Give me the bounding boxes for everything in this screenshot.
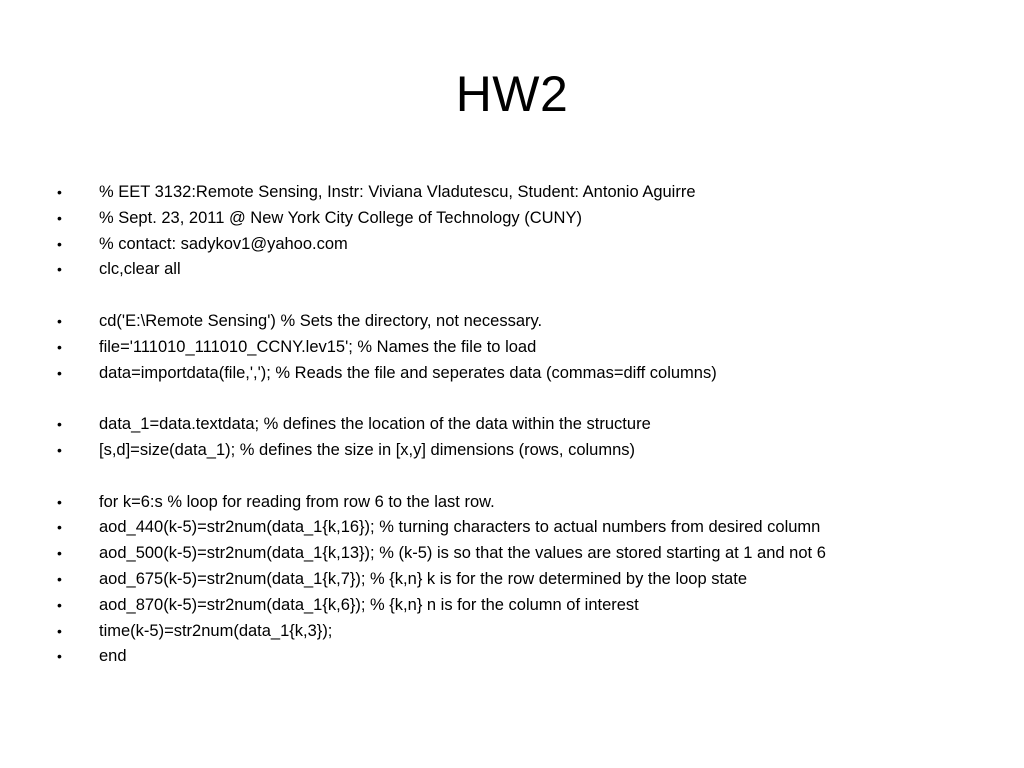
- bullet-dot-icon: •: [57, 441, 62, 458]
- bullet-text: aod_870(k-5)=str2num(data_1{k,6}); % {k,n} n is for the column of interest: [99, 595, 639, 614]
- bullet-dot-icon: •: [57, 235, 62, 252]
- bullet-dot-icon: •: [57, 493, 62, 510]
- bullet-item: [57, 232, 997, 258]
- bullet-item: [57, 515, 997, 541]
- bullet-text: for k=6:s % loop for reading from row 6 to the last row.: [99, 492, 495, 511]
- bullet-item: [57, 567, 997, 593]
- bullet-item: [57, 257, 997, 283]
- bullet-dot-icon: •: [57, 596, 62, 613]
- bullet-text: % contact: sadykov1@yahoo.com: [99, 234, 348, 253]
- bullet-item: [57, 412, 997, 438]
- bullet-text: % EET 3132:Remote Sensing, Instr: Viviana Vladutescu, Student: Antonio Aguirre: [99, 183, 696, 201]
- bullet-item: [57, 206, 997, 232]
- bullet-item: [57, 180, 997, 206]
- bullet-item: [57, 644, 997, 670]
- bullet-item: [57, 438, 997, 464]
- bullet-text: [s,d]=size(data_1); % defines the size in [x,y] dimensions (rows, columns): [99, 440, 636, 459]
- slide-title: HW2: [455, 66, 569, 122]
- bullet-dot-icon: •: [57, 545, 62, 562]
- bullet-text: % Sept. 23, 2011 @ New York City College of Technology (CUNY): [99, 208, 582, 227]
- bullet-text: aod_675(k-5)=str2num(data_1{k,7}); % {k,n} k is for the row determined by the loop state: [99, 569, 747, 588]
- bullet-text: data=importdata(file,','); % Reads the file and seperates data (commas=diff columns): [99, 363, 717, 382]
- bullet-item: [57, 490, 997, 516]
- bullet-dot-icon: •: [57, 570, 62, 587]
- bullet-text: aod_500(k-5)=str2num(data_1{k,13}); % (k-5) is so that the values are stored starting at 1 and not 6: [99, 544, 826, 563]
- bullet-dot-icon: •: [57, 184, 62, 200]
- bullet-text: clc,clear all: [99, 260, 181, 279]
- bullet-text: file='111010_111010_CCNY.lev15'; % Names the file to load: [99, 337, 537, 356]
- bullet-text: cd('E:\Remote Sensing') % Sets the directory, not necessary.: [99, 311, 543, 330]
- bullet-dot-icon: •: [57, 416, 62, 433]
- bullet-spacer: [57, 283, 997, 309]
- bullet-list: [57, 180, 997, 670]
- bullet-dot-icon: •: [57, 622, 62, 639]
- bullet-dot-icon: •: [57, 519, 62, 536]
- bullet-text: aod_440(k-5)=str2num(data_1{k,16}); % turning characters to actual numbers from desired column: [99, 518, 821, 537]
- bullet-dot-icon: •: [57, 648, 62, 665]
- bullet-spacer: [57, 386, 997, 412]
- bullet-dot-icon: •: [57, 261, 62, 278]
- bullet-text: time(k-5)=str2num(data_1{k,3});: [99, 621, 333, 640]
- bullet-item: [57, 593, 997, 619]
- bullet-spacer: [57, 464, 997, 490]
- bullet-item: [57, 619, 997, 645]
- bullet-text: end: [99, 647, 127, 666]
- bullet-item: [57, 541, 997, 567]
- bullet-dot-icon: •: [57, 338, 62, 355]
- bullet-item: [57, 335, 997, 361]
- bullet-item: [57, 309, 997, 335]
- bullet-dot-icon: •: [57, 312, 62, 329]
- bullet-item: [57, 361, 997, 387]
- bullet-text: data_1=data.textdata; % defines the location of the data within the structure: [99, 415, 651, 434]
- bullet-dot-icon: •: [57, 364, 62, 381]
- bullet-dot-icon: •: [57, 209, 62, 226]
